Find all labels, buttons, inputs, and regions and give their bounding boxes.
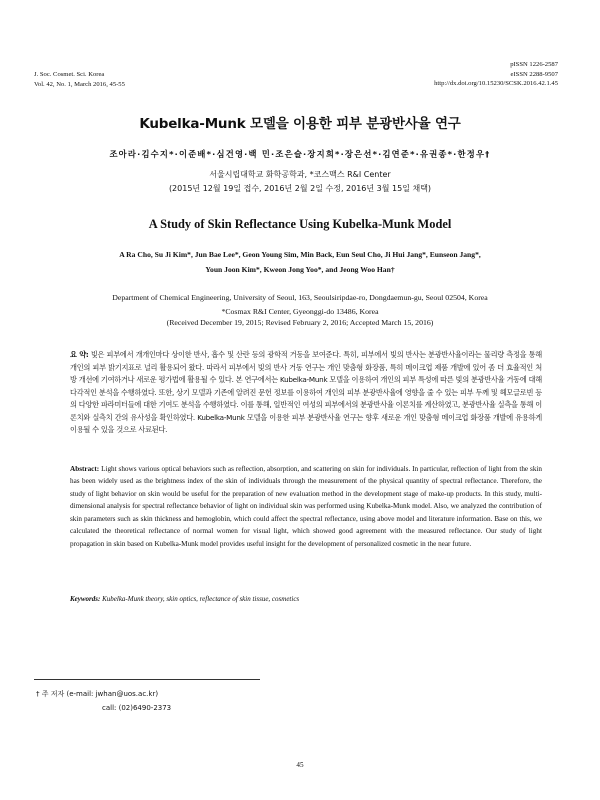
keywords <box>70 595 542 603</box>
english-authors-line1: A Ra Cho, Su Ji Kim*, Jun Bae Lee*, Geon Young Sim, Min Back, Eun Seul Cho, Ji Hui Jang*, Eunseon Jang*, <box>119 250 481 259</box>
english-authors-line2: Youn Joon Kim*, Kweon Jong Yoo*, and Jeong Woo Han† <box>205 264 395 274</box>
pissn: pISSN 1226-2587 <box>510 61 558 68</box>
footnote-author-email: † 주 저자 (e-mail: jwhan@uos.ac.kr) <box>36 690 159 698</box>
page-number: 45 <box>296 761 304 769</box>
korean-authors: 조아라·김수지*·이준배*·심건영·백 민·조은슬·장지희*·장은선*·김연준*·유권종*·한정우† <box>109 149 491 159</box>
eissn: eISSN 2288-9507 <box>510 70 558 78</box>
english-abstract-text: Light shows various optical behaviors such as reflection, absorption, and scattering on skin for individuals. In particular, reflection of light from the skin has been widely used as the brightness index of the skin of individuals through the measurement of the physical quantity of spectral reflectance. Therefore, the study of light behavior on skin would be useful for the preparation of new evaluation method in the development stage of make-up products. In this study, multi-dimensional analysis for spectral reflectance behavior of light on individual skin was performed using Kubelka-Munk model. Also, we analyzed the contribution of skin parameters such as skin thickness and hemoglobin, which could affect the spectral reflectance, using above model and literature information. Base on this, we calculated the theoretical reflectance of normal women for visual light, which showed good agreement with the measured reflectance. Our study of light propagation in skin based on Kubelka-Munk model provides useful insight for the development of personalized cosmetic in the near future. <box>70 465 543 548</box>
journal-volume: Vol. 42, No. 1, March 2016, 45-55 <box>34 80 125 88</box>
english-affiliation-line2: *Cosmax R&I Center, Gyeonggi-do 13486, Korea <box>221 306 379 316</box>
english-received-dates: (Received December 19, 2015; Revised February 2, 2016; Accepted March 15, 2016) <box>166 318 434 327</box>
footnote <box>36 688 171 715</box>
keywords-label: Keywords: <box>70 595 101 603</box>
english-affiliation-line1: Department of Chemical Engineering, University of Seoul, 163, Seoulsiripdae-ro, Dongdaemun-gu, Seoul 02504, Korea <box>112 293 488 302</box>
journal-header-left <box>34 70 125 89</box>
korean-abstract-text: 빛은 피부에서 개개인마다 상이한 반사, 흡수 및 산란 등의 광학적 거동을 보여준다. 특히, 피부에서 빛의 반사는 분광반사율이라는 물리량 측정을 통해 개인의 피부 밝기지표로 널리 활용되어 왔다. 따라서 피부에서 빛의 반사 거동 연구는 개인 맞춤형 화장품, 특히 메이크업 제품 개발에 있어 좀 더 효율적인 처방 개선에 기여하거나 새로운 평가법에 활용될 수 있다. 본 연구에서는 Kubelka-Munk 모델을 이용하여 개인의 피부 특성에 따른 빛의 분광반사율 거동에 대해 다각적인 분석을 수행하였다. 또한, 상기 모델과 기존에 알려진 문헌 정보를 이용하여 개인의 피부 분광반사율에 영향을 줄 수 있는 피부 두께 및 헤모글로빈 등의 다양한 파라미터들에 대한 기여도 분석을 수행하였다. 이를 통해, 일반적인 여성의 피부에서의 분광반사율 이론치를 계산하였고, 분광반사율 실측을 통해 이론치와 실측치 간의 유사성을 확인하였다. Kubelka-Munk 모델을 이용한 피부 분광반사율 연구는 향후 새로운 개인 맞춤형 메이크업 화장품 개발에 유용하게 이용될 수 있을 것으로 사료된다. <box>70 350 543 434</box>
english-abstract <box>70 463 542 550</box>
korean-title: Kubelka-Munk 모델을 이용한 피부 분광반사율 연구 <box>139 116 461 132</box>
footnote-phone: call: (02)6490-2373 <box>102 703 172 712</box>
english-title: A Study of Skin Reflectance Using Kubelka-Munk Model <box>148 217 452 231</box>
english-abstract-label: Abstract: <box>70 465 100 473</box>
journal-name: J. Soc. Cosmet. Sci. Korea <box>34 71 105 78</box>
english-authors <box>40 248 560 277</box>
english-affiliation <box>0 291 600 318</box>
journal-header-right <box>434 60 558 89</box>
korean-abstract <box>70 349 542 437</box>
footnote-divider <box>34 679 260 680</box>
keywords-text: Kubelka-Munk theory, skin optics, reflectance of skin tissue, cosmetics <box>102 595 300 603</box>
korean-abstract-label: 요 약: <box>70 350 89 359</box>
korean-affiliation: 서울시립대학교 화학공학과, *코스맥스 R&I Center <box>209 170 391 179</box>
korean-received-dates: (2015년 12월 19일 접수, 2016년 2월 2일 수정, 2016년 3월 15일 채택) <box>168 184 432 193</box>
doi-link[interactable]: http://dx.doi.org/10.15230/SCSK.2016.42.1.45 <box>434 80 558 88</box>
